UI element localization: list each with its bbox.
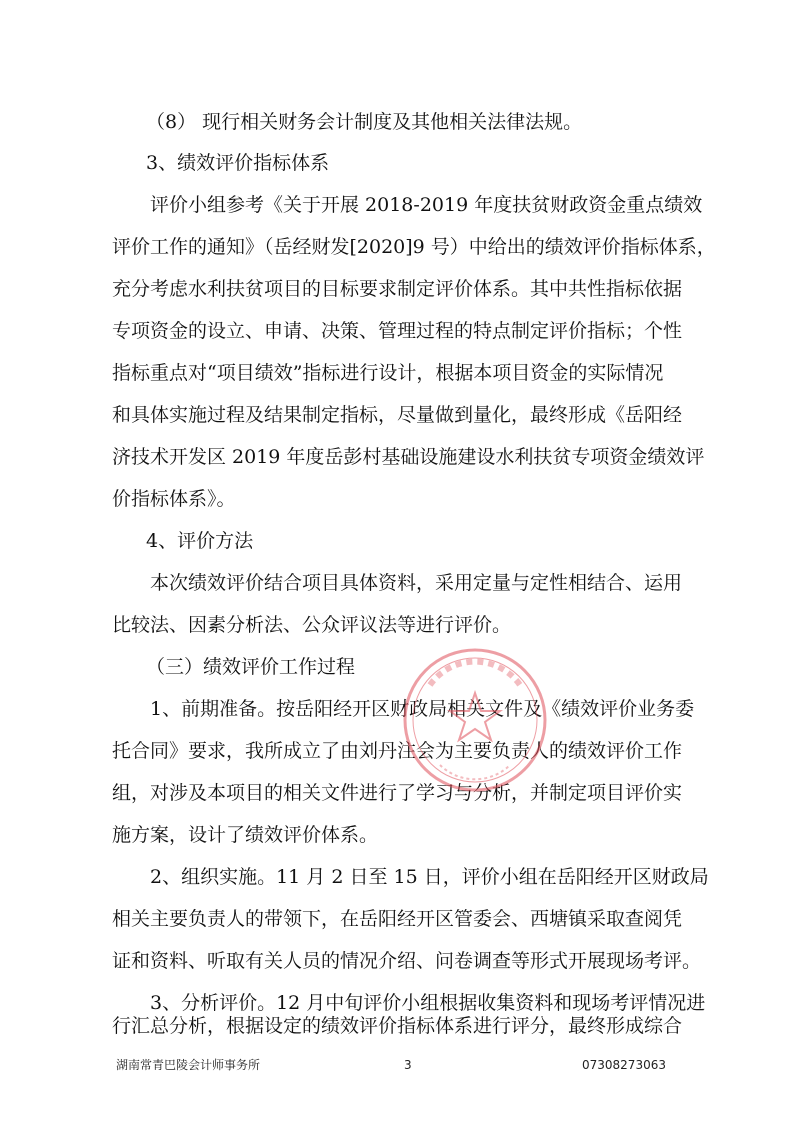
text-line-13: 比较法、因素分析法、公众评议法等进行评价。 [112,614,512,636]
text-line-7: 指标重点对“项目绩效”指标进行设计，根据本项目资金的实际情况 [112,362,664,384]
text-line-22: 3、分析评价。12 月中旬评价小组根据收集资料和现场考评情况进 [150,992,706,1014]
official-seal-stamp [400,645,550,795]
text-line-10: 价指标体系》。 [112,488,236,510]
text-line-20: 相关主要负责人的带领下，在岳阳经开区管委会、西塘镇采取查阅凭 [112,908,683,930]
text-line-15: 1、前期准备。按岳阳经开区财政局相关文件及《绩效评价业务委 [150,698,695,720]
text-line-8: 和具体实施过程及结果制定指标，尽量做到量化，最终形成《岳阳经 [112,404,683,426]
text-line-16: 托合同》要求，我所成立了由刘丹注会为主要负责人的绩效评价工作 [112,740,683,762]
section-heading-method: 4、评价方法 [146,530,254,552]
footer-firm-name: 湖南常青巴陵会计师事务所 [116,1058,261,1072]
footer-page-number: 3 [404,1058,412,1072]
text-line-6: 专项资金的设立、申请、决策、管理过程的特点制定评价指标；个性 [112,320,683,342]
footer-phone: 07308273063 [582,1058,666,1072]
text-line-12: 本次绩效评价结合项目具体资料，采用定量与定性相结合、运用 [150,572,683,594]
section-heading-indicator-system: 3、绩效评价指标体系 [146,152,330,174]
text-line-5: 充分考虑水利扶贫项目的目标要求制定评价体系。其中共性指标依据 [112,278,683,300]
text-line-23: 行汇总分析，根据设定的绩效评价指标体系进行评分，最终形成综合 [112,1015,683,1037]
star-icon [450,693,500,740]
text-line-17: 组，对涉及本项目的相关文件进行了学习与分析，并制定项目评价实 [112,782,683,804]
text-line-19: 2、组织实施。11 月 2 日至 15 日，评价小组在岳阳经开区财政局 [150,866,709,888]
text-line-1: （8） 现行相关财务会计制度及其他相关法律法规。 [146,111,583,133]
text-line-18: 施方案，设计了绩效评价体系。 [112,824,379,846]
section-heading-work-process: （三）绩效评价工作过程 [146,656,356,678]
text-line-4: 评价工作的通知》（岳经财发[2020]9 号）中给出的绩效评价指标体系， [112,236,716,258]
text-line-21: 证和资料、听取有关人员的情况介绍、问卷调查等形式开展现场考评。 [112,950,702,972]
text-line-3: 评价小组参考《关于开展 2018-2019 年度扶贫财政资金重点绩效 [150,194,703,216]
text-line-9: 济技术开发区 2019 年度岳彭村基础设施建设水利扶贫专项资金绩效评 [112,446,705,468]
